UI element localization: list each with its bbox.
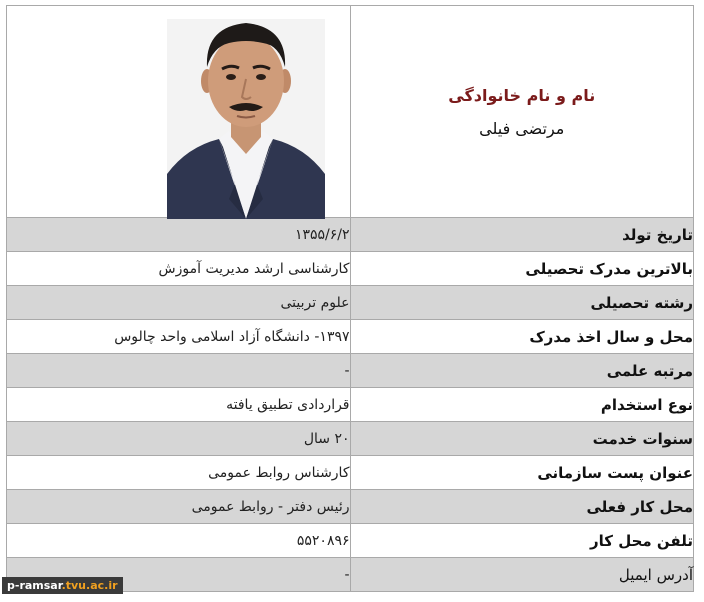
academic-rank-value: - <box>7 354 351 388</box>
row-academic-rank <box>7 354 694 388</box>
degree-place-year-value: ۱۳۹۷- دانشگاه آزاد اسلامی واحد چالوس <box>7 320 351 354</box>
position-title-value: کارشناس روابط عمومی <box>7 456 351 490</box>
years-of-service-label: سنوات خدمت <box>350 422 694 456</box>
name-label: نام و نام خانوادگی <box>448 85 596 105</box>
row-position-title <box>7 456 694 490</box>
profile-sheet <box>6 5 694 597</box>
watermark-suffix: .tvu.ac.ir <box>61 579 118 592</box>
highest-degree-label: بالاترین مدرک تحصیلی <box>350 252 694 286</box>
site-watermark <box>2 577 123 594</box>
birth-date-value: ۱۳۵۵/۶/۲ <box>7 218 351 252</box>
watermark-prefix: p-ramsar <box>7 579 62 592</box>
photo-cell <box>7 6 351 218</box>
work-phone-label: تلفن محل کار <box>350 524 694 558</box>
portrait-photo <box>167 19 325 219</box>
current-workplace-value: رئیس دفتر - روابط عمومی <box>7 490 351 524</box>
name-value: مرتضی فیلی <box>479 118 565 138</box>
row-birth-date <box>7 218 694 252</box>
name-cell <box>350 6 694 218</box>
academic-rank-label: مرتبه علمی <box>350 354 694 388</box>
work-phone-value: ۵۵۲۰۸۹۶ <box>7 524 351 558</box>
row-highest-degree <box>7 252 694 286</box>
field-of-study-value: علوم تربیتی <box>7 286 351 320</box>
current-workplace-label: محل کار فعلی <box>350 490 694 524</box>
employment-type-label: نوع استخدام <box>350 388 694 422</box>
row-work-phone <box>7 524 694 558</box>
email-value: - <box>7 558 351 592</box>
highest-degree-value: کارشناسی ارشد مدیریت آموزش <box>7 252 351 286</box>
row-field-of-study <box>7 286 694 320</box>
employment-type-value: قراردادی تطبیق یافته <box>7 388 351 422</box>
position-title-label: عنوان پست سازمانی <box>350 456 694 490</box>
years-of-service-value: ۲۰ سال <box>7 422 351 456</box>
row-employment-type <box>7 388 694 422</box>
field-of-study-label: رشته تحصیلی <box>350 286 694 320</box>
degree-place-year-label: محل و سال اخذ مدرک <box>350 320 694 354</box>
header-row <box>7 6 694 218</box>
portrait-illustration <box>167 19 325 219</box>
row-years-of-service <box>7 422 694 456</box>
birth-date-label: تاریخ تولد <box>350 218 694 252</box>
row-current-workplace <box>7 490 694 524</box>
email-label: آدرس ایمیل <box>350 558 694 592</box>
row-degree-place-year <box>7 320 694 354</box>
profile-table <box>6 5 694 592</box>
